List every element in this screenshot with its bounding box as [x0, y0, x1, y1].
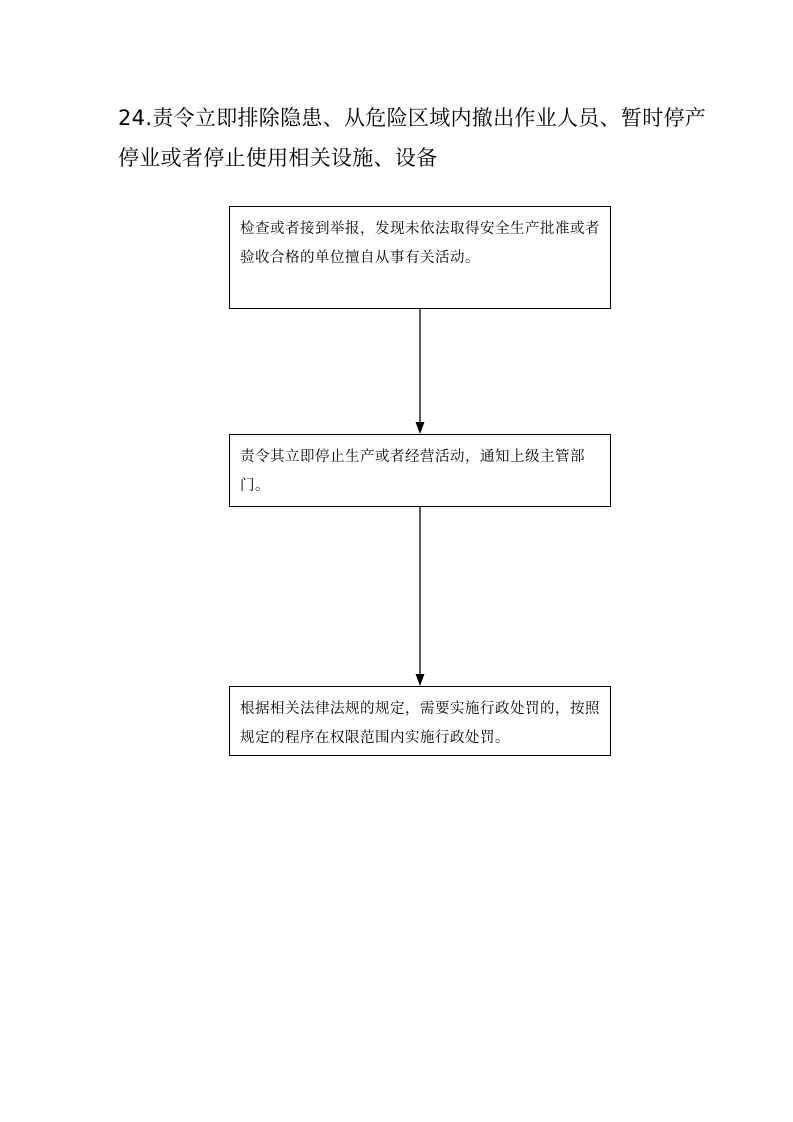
flow-step-order-stop-text: 责令其立即停止生产或者经营活动，通知上级主管部门。 — [240, 449, 585, 494]
flow-step-inspection-text: 检查或者接到举报，发现未依法取得安全生产批准或者验收合格的单位擅自从事有关活动。 — [240, 221, 600, 266]
arrow-2 — [416, 507, 425, 686]
arrow-1-head — [416, 422, 425, 434]
arrow-1 — [416, 309, 425, 434]
arrow-2-head — [416, 674, 425, 686]
document-title: 24.责令立即排除隐患、从危险区域内撤出作业人员、暂时停产停业或者停止使用相关设施、设备 — [118, 106, 707, 170]
flow-step-penalty-text: 根据相关法律法规的规定，需要实施行政处罚的，按照规定的程序在权限范围内实施行政处罚。 — [240, 701, 600, 746]
